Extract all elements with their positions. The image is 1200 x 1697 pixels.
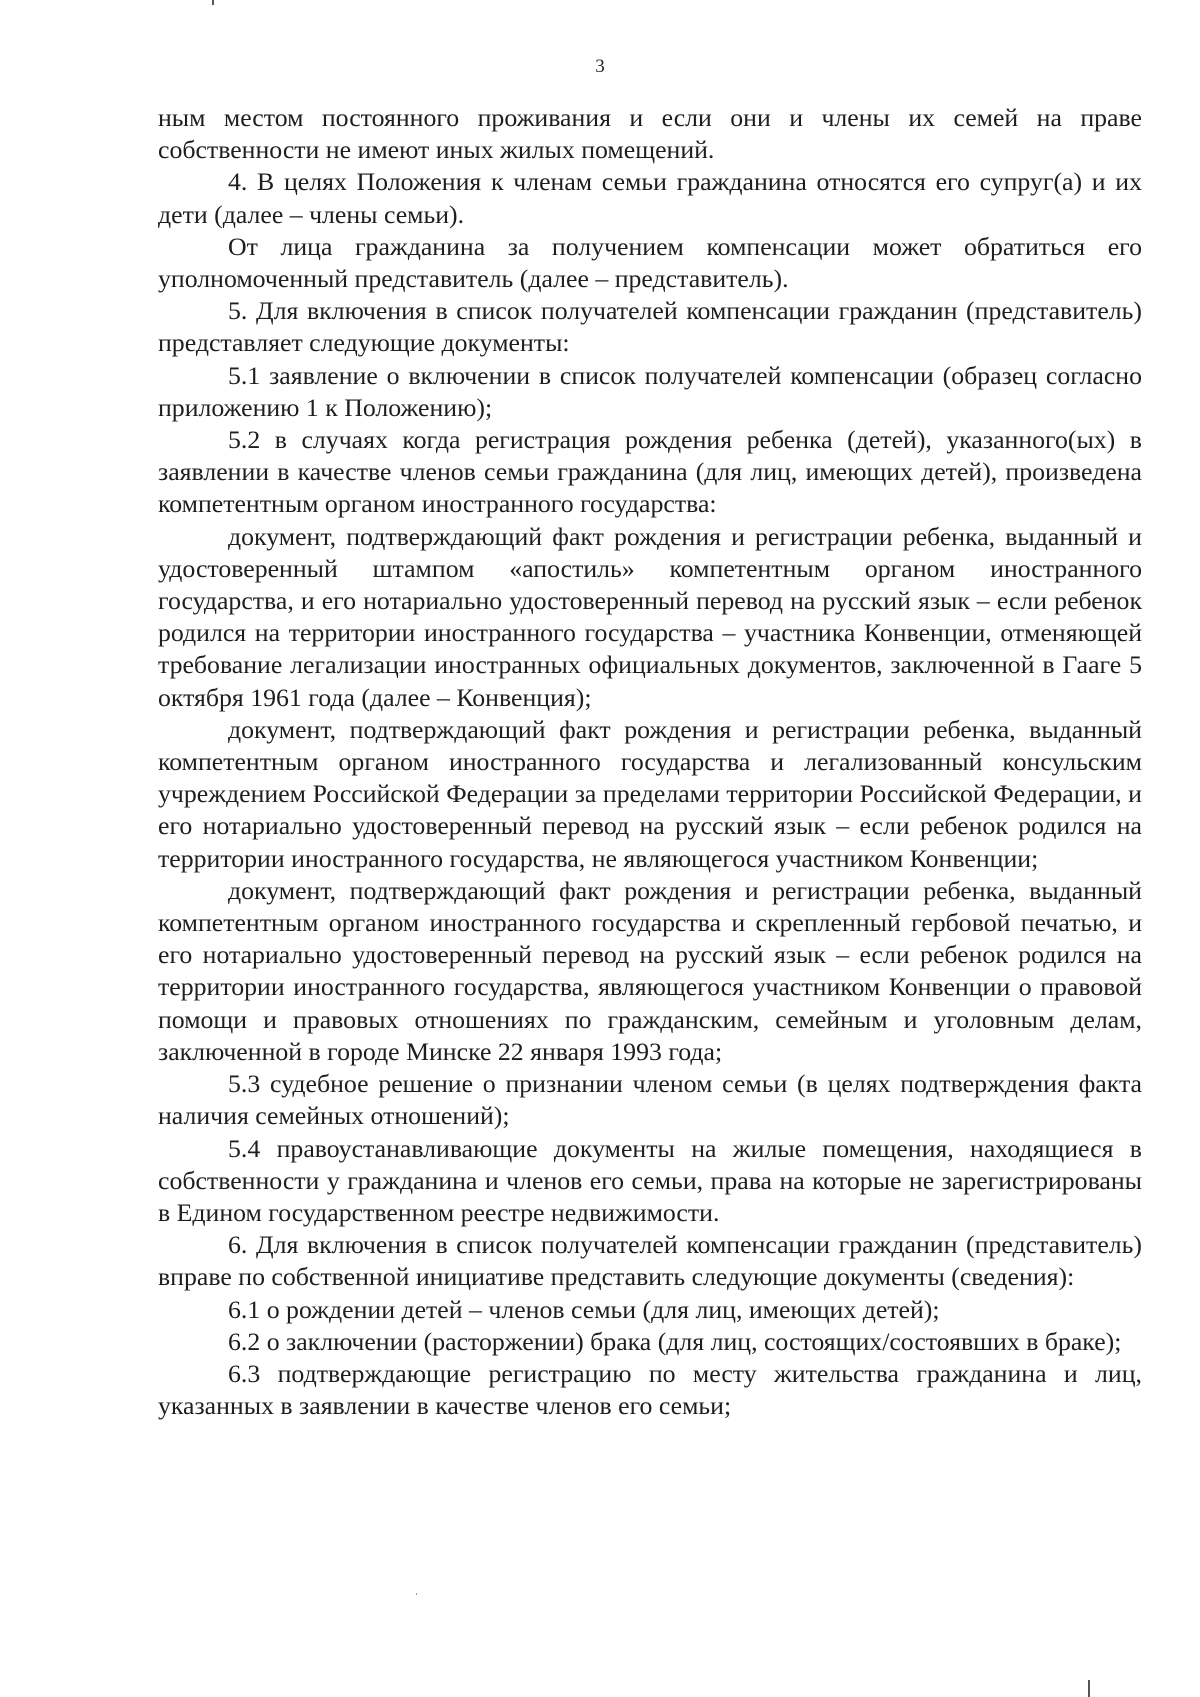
scan-artifact-top	[212, 0, 214, 5]
paragraph-4-representative: От лица гражданина за получением компенсации может обратиться его уполномоченный представитель (далее – представитель).	[158, 231, 1142, 294]
paragraph-6-2-marriage: 6.2 о заключении (расторжении) брака (для лиц, состоящих/состоявших в браке);	[228, 1326, 1122, 1356]
scan-artifact-dot	[416, 1593, 417, 1595]
paragraph-6-1-birth: 6.1 о рождении детей – членов семьи (для лиц, имеющих детей);	[228, 1294, 940, 1324]
paragraph-4-family-members: 4. В целях Положения к членам семьи гражданина относятся его супруг(а) и их дети (далее – члены семьи).	[158, 167, 1142, 229]
paragraph-5-2-foreign-registration: 5.2 в случаях когда регистрация рождения ребенка (детей), указанного(ых) в заявлении в качестве членов семьи гражданина (для лиц, имеющих детей), произведена компетентным органом иностранного государства:	[158, 425, 1142, 519]
paragraph-5-3-court-decision: 5.3 судебное решение о признании членом семьи (в целях подтверждения факта наличия семейных отношений);	[158, 1069, 1142, 1131]
paragraph-5-1-application: 5.1 заявление о включении в список получателей компенсации (образец согласно приложению 1 к Положению);	[158, 360, 1142, 422]
page-number: 3	[595, 56, 605, 77]
paragraph-5-2-apostille: документ, подтверждающий факт рождения и регистрации ребенка, выданный и удостоверенный штампом «апостиль» компетентным органом иностранного государства, и его нотариально удостоверенный перевод на русский язык – если ребенок родился на территории иностранного государства – участника Конвенции, отменяющей требование легализации иностранных официальных документов, заключенной в Гааге 5 октября 1961 года (далее – Конвенция);	[158, 521, 1142, 712]
paragraph-6-3-registration: 6.3 подтверждающие регистрацию по месту жительства гражданина и лиц, указанных в заявлении в качестве членов его семьи;	[158, 1358, 1142, 1421]
paragraph-5-4-title-documents: 5.4 правоустанавливающие документы на жилые помещения, находящиеся в собственности у гражданина и членов его семьи, права на которые не зарегистрированы в Едином государственном реестре недвижимости.	[158, 1133, 1142, 1227]
document-body	[158, 102, 1142, 1422]
paragraph-continuation: ным местом постоянного проживания и если они и члены их семей на праве собственности не имеют иных жилых помещений.	[158, 103, 1142, 165]
paragraph-5-2-minsk-convention: документ, подтверждающий факт рождения и регистрации ребенка, выданный компетентным органом иностранного государства и скрепленный гербовой печатью, и его нотариально удостоверенный перевод на русский язык – если ребенок родился на территории иностранного государства, являющегося участником Конвенции о правовой помощи и правовых отношениях по гражданским, семейным и уголовным делам, заключенной в городе Минске 22 января 1993 года;	[158, 875, 1142, 1066]
paragraph-5-2-legalized: документ, подтверждающий факт рождения и регистрации ребенка, выданный компетентным органом иностранного государства и легализованный консульским учреждением Российской Федерации за пределами территории Российской Федерации, и его нотариально удостоверенный перевод на русский язык – если ребенок родился на территории иностранного государства, не являющегося участником Конвенции;	[158, 714, 1142, 873]
paragraph-6-optional-documents: 6. Для включения в список получателей компенсации гражданин (представитель) вправе по собственной инициативе представить следующие документы (сведения):	[158, 1230, 1142, 1292]
scan-artifact-bottom-right	[1088, 1680, 1090, 1697]
paragraph-5-documents: 5. Для включения в список получателей компенсации гражданин (представитель) представляет следующие документы:	[158, 296, 1142, 358]
